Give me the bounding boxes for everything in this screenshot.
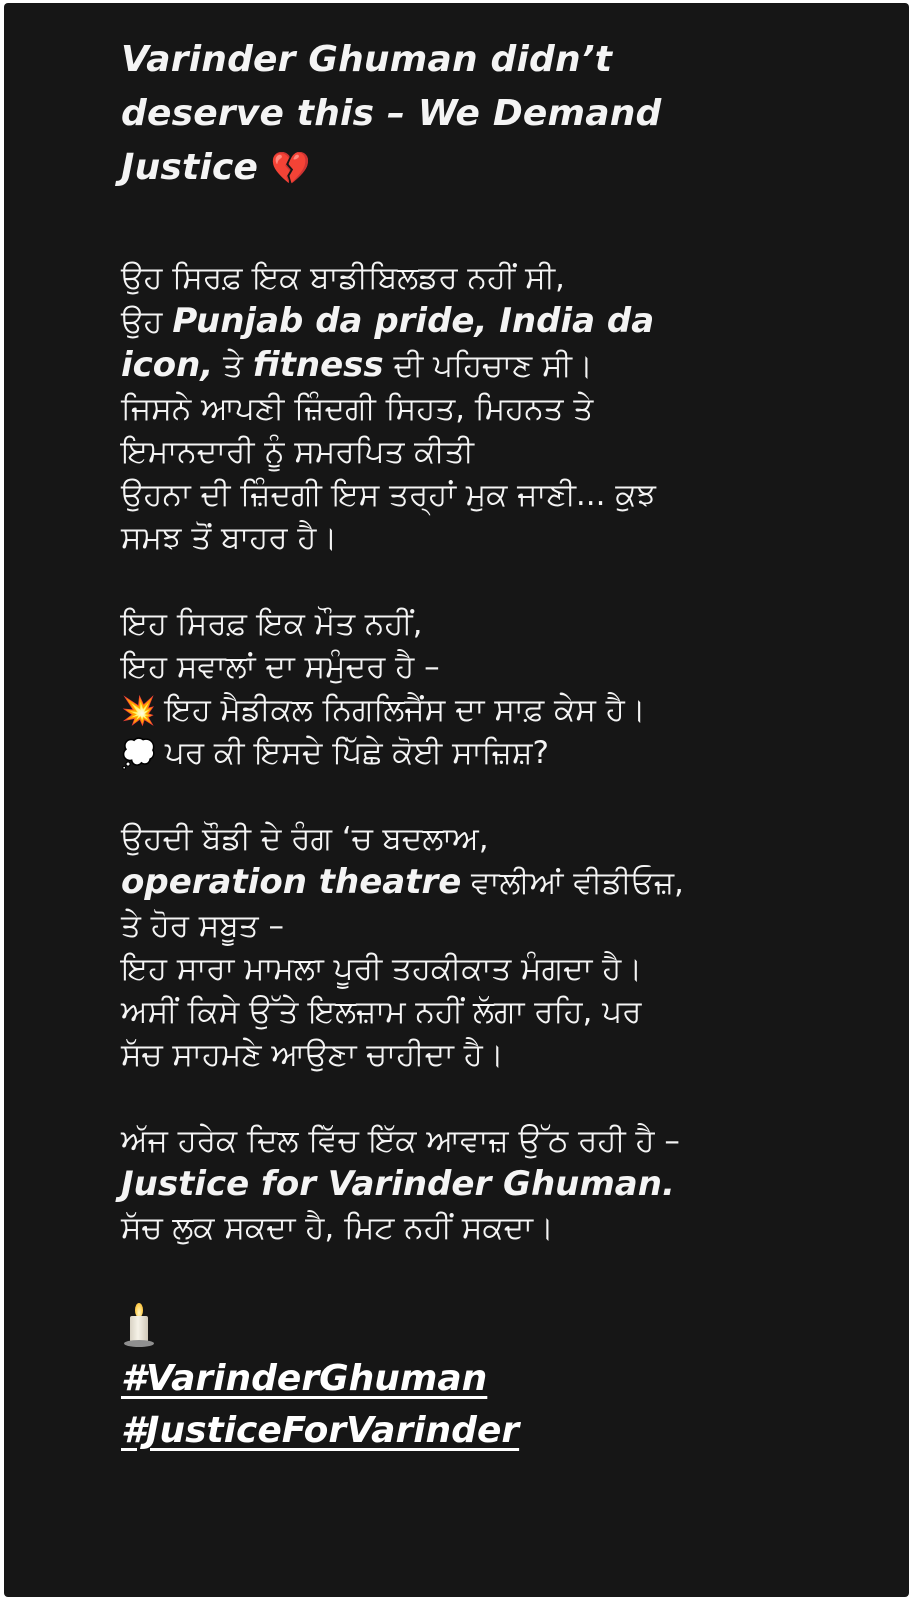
paragraph-1 xyxy=(121,257,801,560)
emphasis-text: Punjab da pride, India da xyxy=(172,301,655,341)
text-line: ਇਮਾਨਦਾਰੀ ਨੂੰ ਸਮਰਪਿਤ ਕੀਤੀ xyxy=(121,434,474,470)
emphasis-text: icon, xyxy=(121,345,214,385)
text-line xyxy=(121,344,801,388)
text-line: ਇਹ ਸਾਰਾ ਮਾਮਲਾ ਪੂਰੀ ਤਹਕੀਕਾਤ ਮੰਗਦਾ ਹੈ। xyxy=(121,951,643,987)
text-line xyxy=(121,1163,801,1207)
broken-heart-icon: 💔 xyxy=(270,149,311,187)
text-line: ਅਸੀਂ ਕਿਸੇ ਉੱਤੇ ਇਲਜ਼ਾਮ ਨਹੀਂ ਲੱਗਾ ਰਹਿ, ਪਰ xyxy=(121,994,642,1030)
text-span: ਦੀ ਪਹਿਚਾਣ ਸੀ। xyxy=(383,348,593,384)
collision-icon: 💥 xyxy=(121,694,156,727)
text-line: ਉਹਦੀ ਬੌਡੀ ਦੇ ਰੰਗ ‘ਚ ਬਦਲਾਅ, xyxy=(121,821,489,857)
post-title xyxy=(121,33,801,195)
text-line: ਅੱਜ ਹਰੇਕ ਦਿਲ ਵਿੱਚ ਇੱਕ ਆਵਾਜ਼ ਉੱਠ ਰਹੀ ਹੈ – xyxy=(121,1123,680,1159)
text-line: ਇਹ ਸਵਾਲਾਂ ਦਾ ਸਮੁੰਦਰ ਹੈ – xyxy=(121,649,440,685)
title-line xyxy=(121,141,801,195)
story-card xyxy=(4,3,909,1597)
text-span: ਤੇ xyxy=(213,348,253,384)
text-line xyxy=(121,732,801,775)
text-span: ਪਰ ਕੀ ਇਸਦੇ ਪਿੱਛੇ ਕੋਈ ਸਾਜ਼ਿਸ਼? xyxy=(164,735,549,771)
emphasis-text: fitness xyxy=(252,345,384,385)
text-line: ਸੱਚ ਸਾਹਮਣੇ ਆਉਣਾ ਚਾਹੀਦਾ ਹੈ। xyxy=(121,1037,504,1073)
text-line xyxy=(121,689,801,732)
text-line xyxy=(121,861,801,905)
title-line: deserve this – We Demand xyxy=(121,93,662,134)
emphasis-text: Justice for Varinder Ghuman. xyxy=(121,1164,675,1204)
text-line: ਇਹ ਸਿਰਫ਼ ਇਕ ਮੌਤ ਨਹੀਂ, xyxy=(121,606,423,642)
title-line: Varinder Ghuman didn’t xyxy=(121,39,613,80)
text-line xyxy=(121,300,801,344)
paragraph-2 xyxy=(121,603,801,775)
text-line: ਸਮਝ ਤੋਂ ਬਾਹਰ ਹੈ। xyxy=(121,520,338,556)
candle-row xyxy=(121,1303,801,1353)
emphasis-text: operation theatre xyxy=(121,862,462,902)
thought-bubble-icon: 💭 xyxy=(121,737,156,770)
text-span: ਇਹ ਮੈਡੀਕਲ ਨਿਗਲਿਜੈਂਸ ਦਾ ਸਾਫ਼ ਕੇਸ ਹੈ। xyxy=(164,692,646,728)
text-line: ਤੇ ਹੋਰ ਸਬੂਤ – xyxy=(121,908,284,944)
text-line: ਸੱਚ ਲੁਕ ਸਕਦਾ ਹੈ, ਮਿਟ ਨਹੀਂ ਸਕਦਾ। xyxy=(121,1210,554,1246)
paragraph-4 xyxy=(121,1120,801,1250)
title-text: Justice xyxy=(121,147,259,188)
text-span: ਉਹ xyxy=(121,304,173,340)
text-line: ਜਿਸਨੇ ਆਪਣੀ ਜ਼ਿੰਦਗੀ ਸਿਹਤ, ਮਿਹਨਤ ਤੇ xyxy=(121,391,594,427)
text-line: ਉਹ ਸਿਰਫ਼ ਇਕ ਬਾਡੀਬਿਲਡਰ ਨਹੀਂ ਸੀ, xyxy=(121,260,565,296)
hashtag-varinder-ghuman[interactable]: #VarinderGhuman xyxy=(121,1358,488,1399)
candle-icon xyxy=(121,1303,157,1349)
paragraph-3 xyxy=(121,818,801,1077)
hashtag-justice-for-varinder[interactable]: #JusticeForVarinder xyxy=(121,1410,520,1451)
text-line: ਉਹਨਾ ਦੀ ਜ਼ਿੰਦਗੀ ਇਸ ਤਰ੍ਹਾਂ ਮੁਕ ਜਾਣੀ... ਕੁਝ xyxy=(121,477,656,513)
post-text xyxy=(121,33,801,1457)
text-span: ਵਾਲੀਆਂ ਵੀਡੀਓਜ਼, xyxy=(461,865,684,901)
